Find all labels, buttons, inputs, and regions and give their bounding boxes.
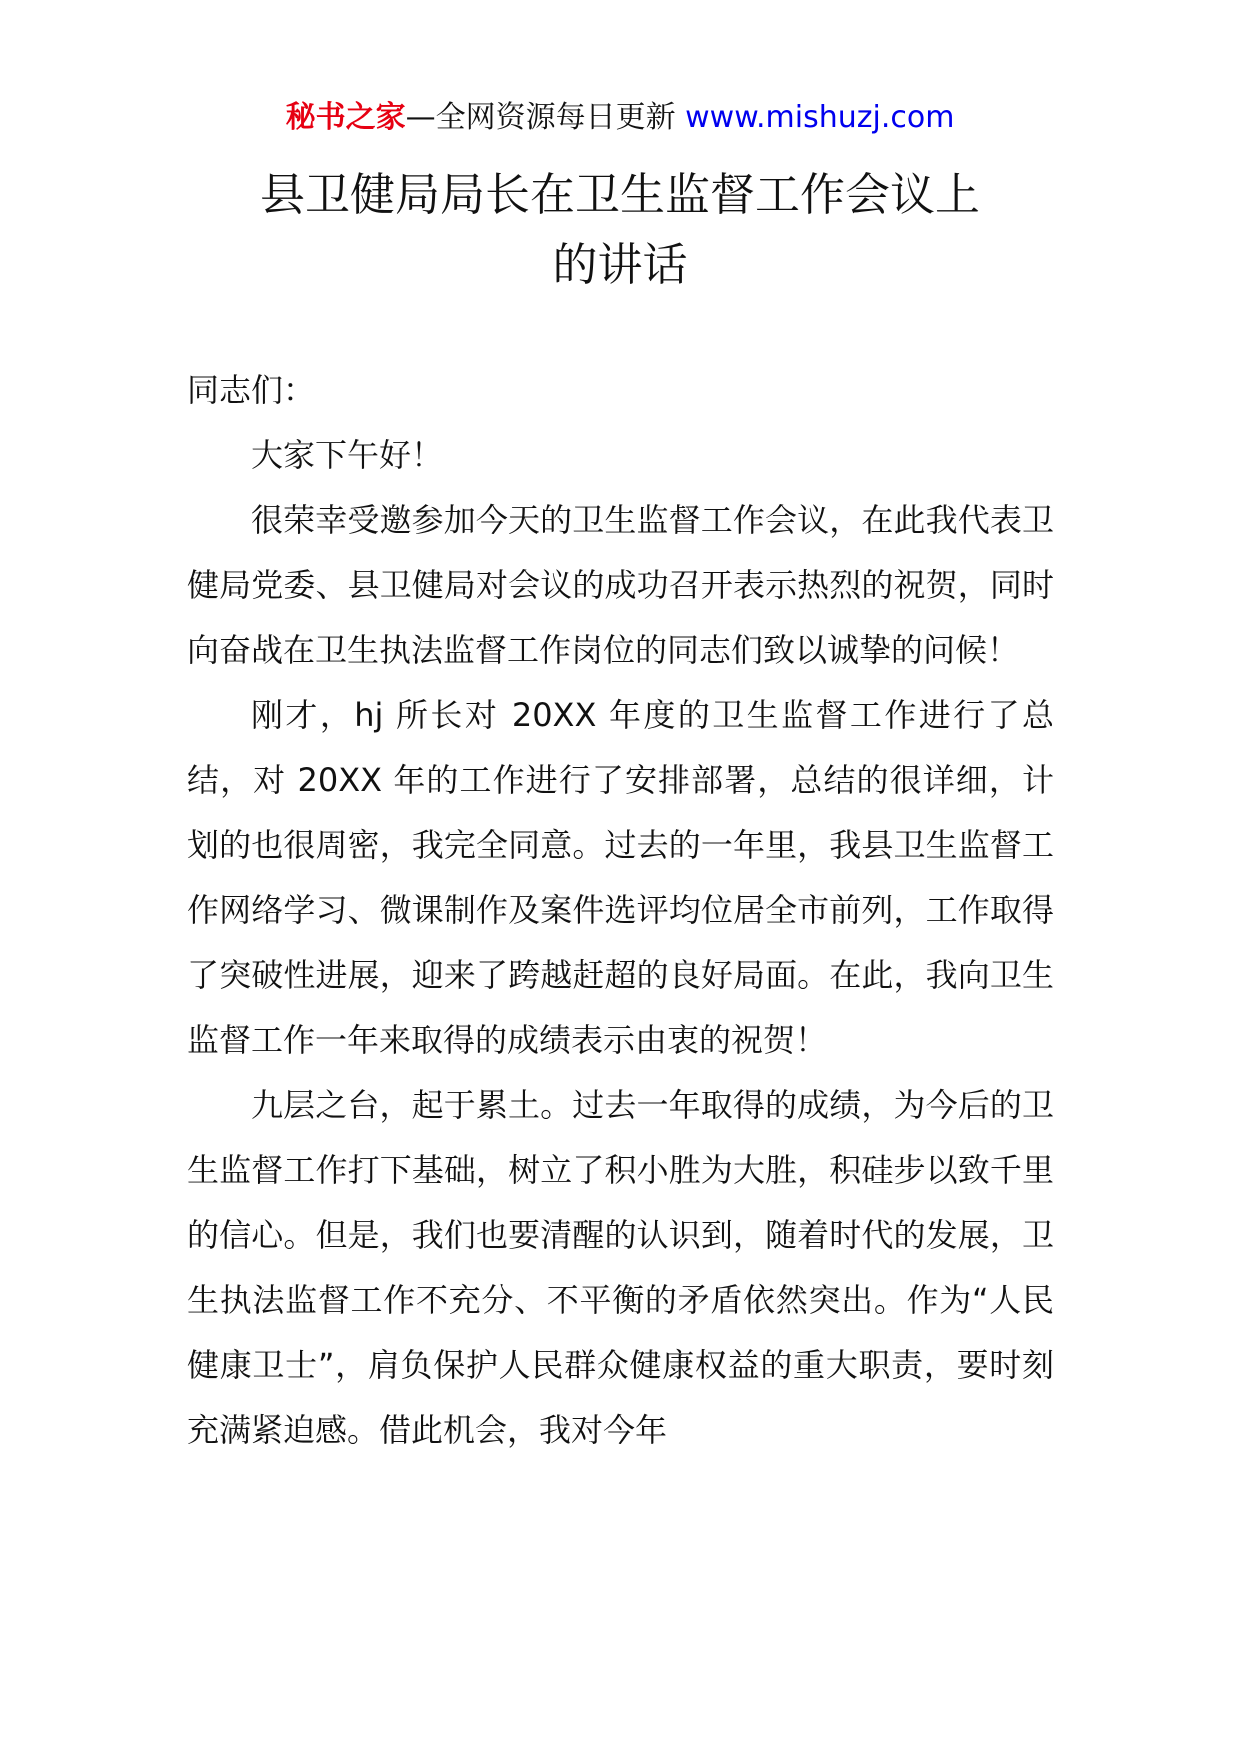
document-body <box>187 358 1054 1463</box>
header-tagline: —全网资源每日更新 <box>405 100 686 135</box>
paragraph-1: 很荣幸受邀参加今天的卫生监督工作会议，在此我代表卫健局党委、县卫健局对会议的成功召开表示热烈的祝贺，同时向奋战在卫生执法监督工作岗位的同志们致以诚挚的问候！ <box>187 501 1054 669</box>
site-header <box>0 98 1240 138</box>
paragraph-2: 刚才，hj 所长对 20XX 年度的卫生监督工作进行了总结，对 20XX 年的工作进行了安排部署，总结的很详细，计划的也很周密，我完全同意。过去的一年里，我县卫生监督工作网络学习、微课制作及案件选评均位居全市前列，工作取得了突破性进展，迎来了跨越赶超的良好局面。在此，我向卫生监督工作一年来取得的成绩表示由衷的祝贺！ <box>187 696 1054 1059</box>
paragraph-3: 九层之台，起于累土。过去一年取得的成绩，为今后的卫生监督工作打下基础，树立了积小胜为大胜，积硅步以致千里的信心。但是，我们也要清醒的认识到，随着时代的发展，卫生执法监督工作不充分、不平衡的矛盾依然突出。作为“人民健康卫士”，肩负保护人民群众健康权益的重大职责，要时刻充满紧迫感。借此机会，我对今年 <box>187 1086 1054 1449</box>
title-line-1: 县卫健局局长在卫生监督工作会议上 <box>259 168 980 221</box>
site-url-link[interactable]: www.mishuzj.com <box>685 100 955 135</box>
paragraph-greeting: 大家下午好！ <box>251 436 444 474</box>
brand-name: 秘书之家 <box>285 100 406 135</box>
document-title <box>0 160 1240 300</box>
title-line-2: 的讲话 <box>552 238 688 291</box>
salutation: 同志们： <box>187 371 316 409</box>
